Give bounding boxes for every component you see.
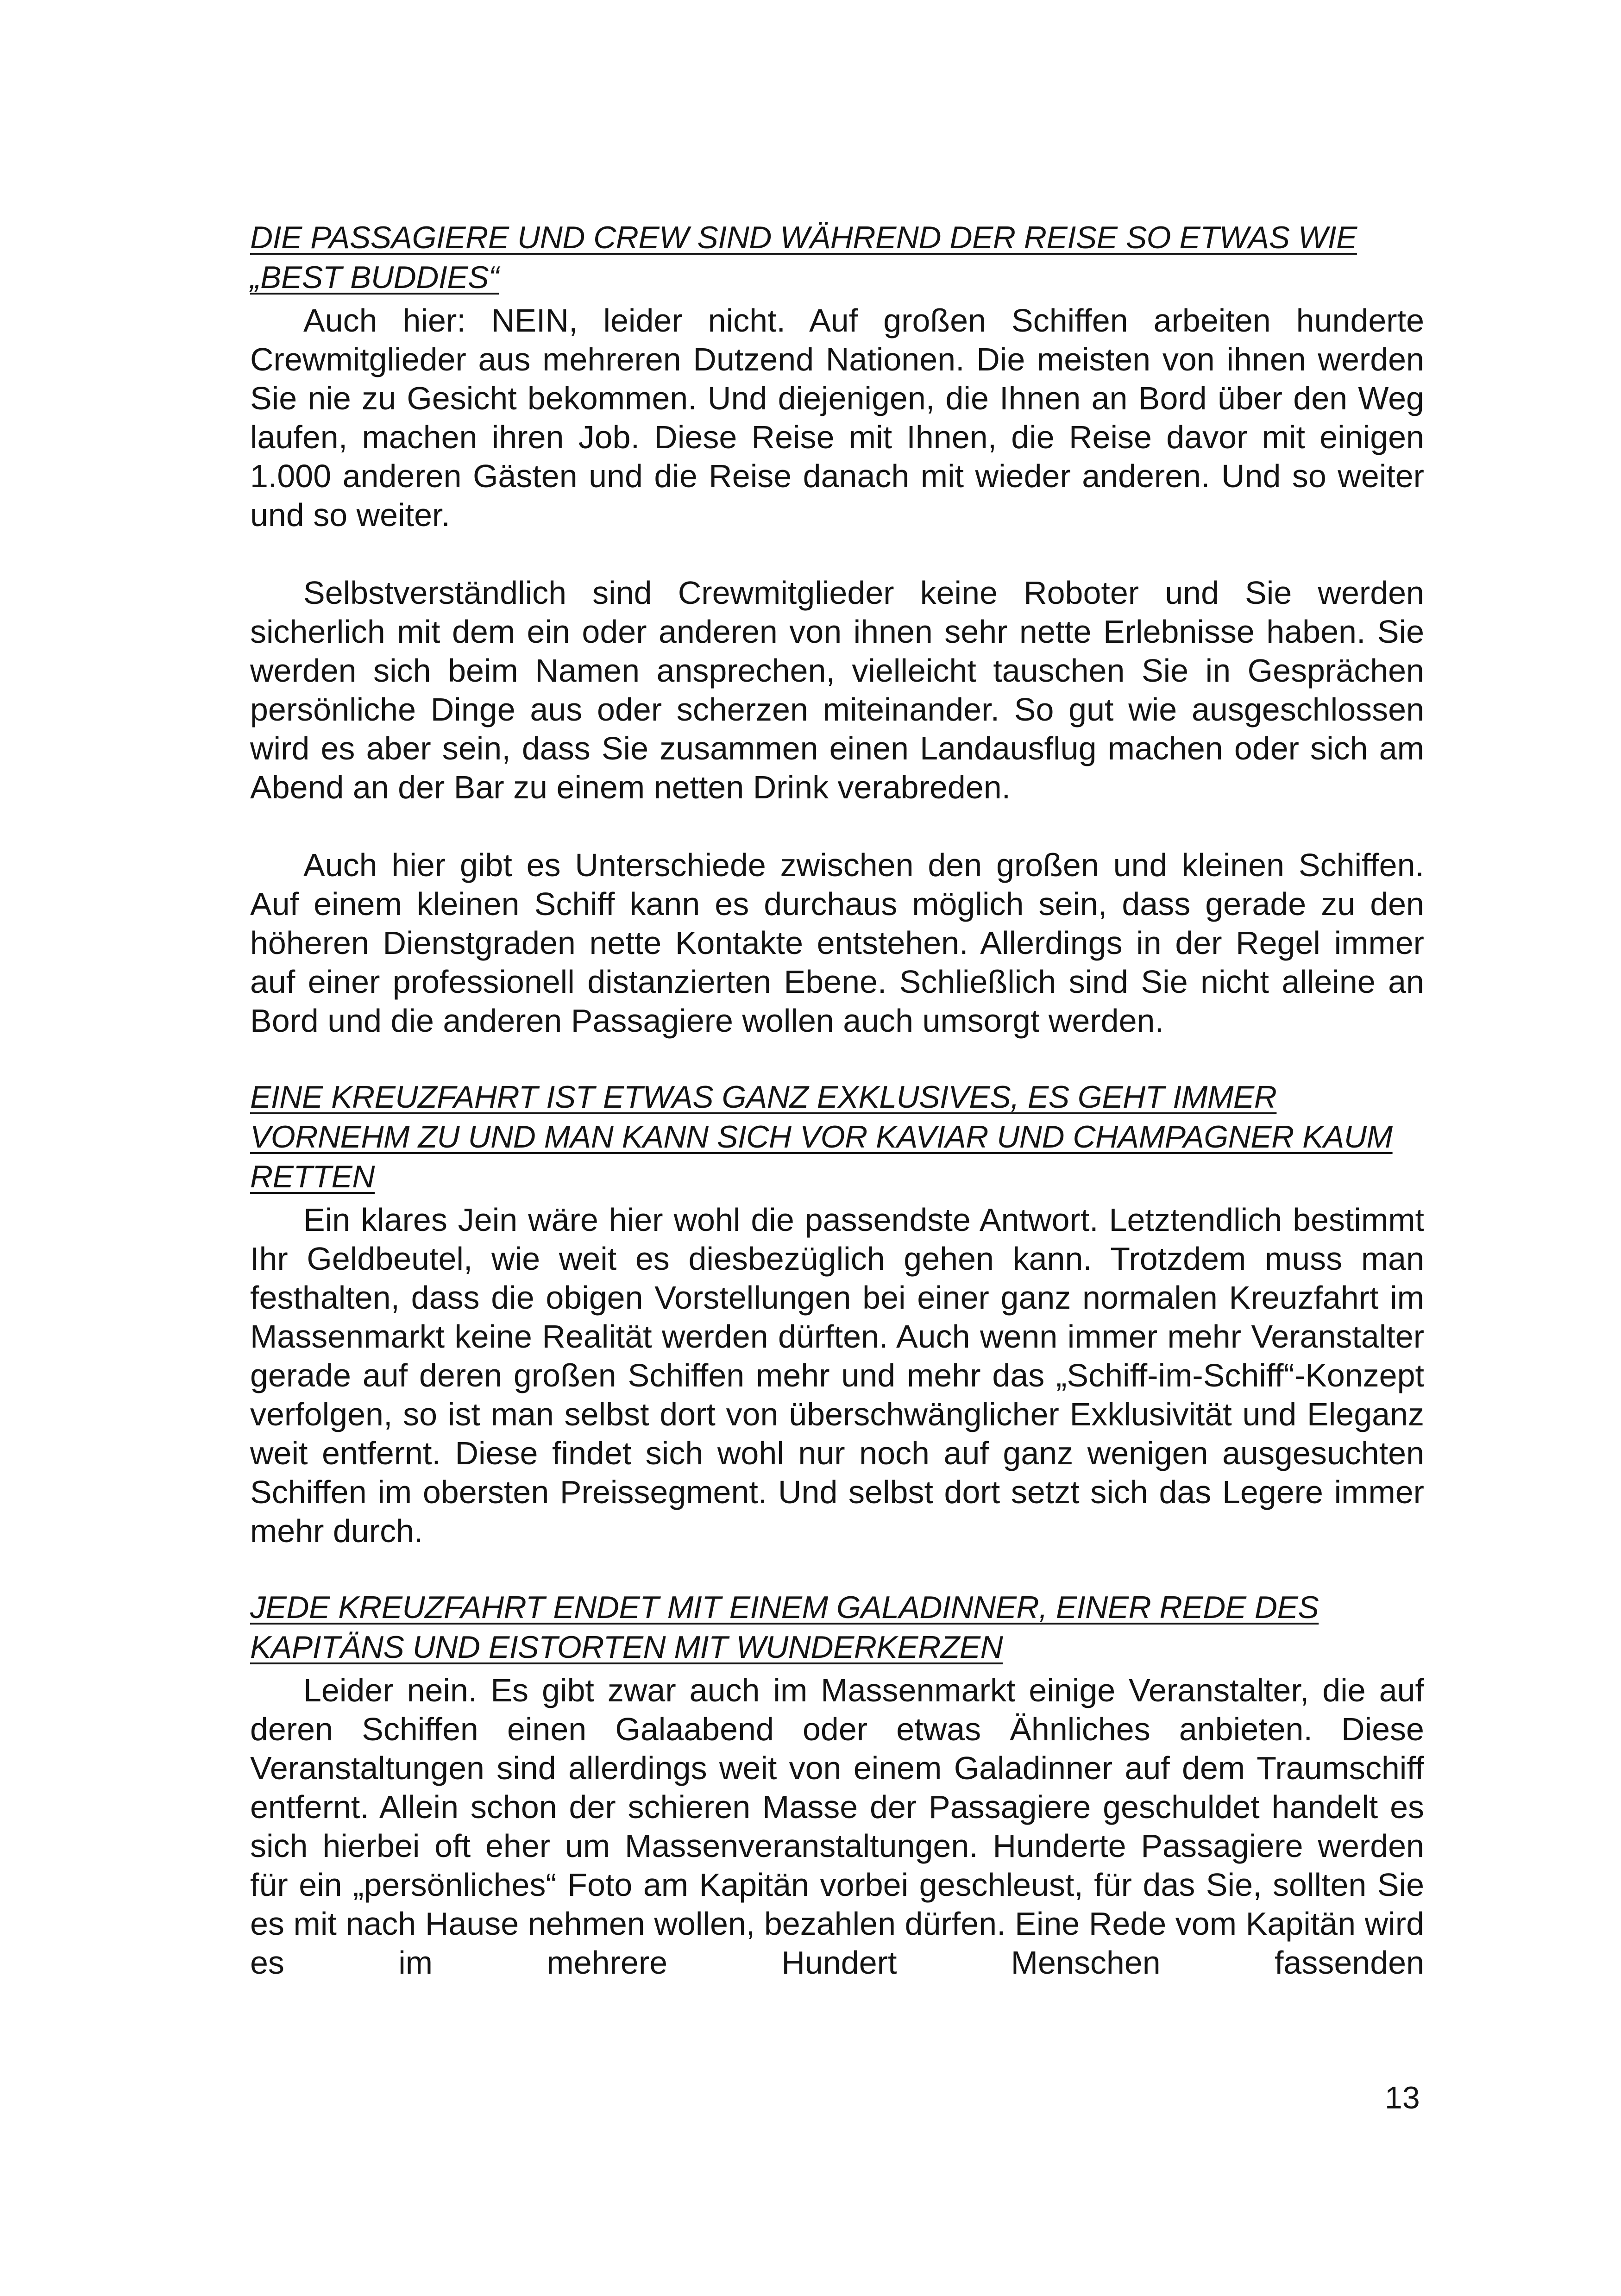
- section-exklusiv: [250, 1077, 1424, 1550]
- paragraph: Auch hier gibt es Unterschiede zwischen den großen und kleinen Schiffen. Auf einem kleinen Schiff kann es durchaus möglich sein, dass gerade zu den höheren Dienstgraden nette Kontakte entstehen. Allerdings in der Regel immer auf einer professionell distanzierten Ebene. Schließlich sind Sie nicht alleine an Bord und die anderen Passagiere wollen auch umsorgt werden.: [250, 847, 1424, 1039]
- section-galadinner: [250, 1587, 1424, 1982]
- section-heading: JEDE KREUZFAHRT ENDET MIT EINEM GALADINNER, EINER REDE DES KAPITÄNS UND EISTORTEN MIT WUNDERKERZEN: [250, 1590, 1319, 1665]
- section-heading: EINE KREUZFAHRT IST ETWAS GANZ EXKLUSIVES, ES GEHT IMMER VORNEHM ZU UND MAN KANN SICH VOR KAVIAR UND CHAMPAGNER KAUM RETTEN: [250, 1079, 1393, 1194]
- section-heading: DIE PASSAGIERE UND CREW SIND WÄHREND DER REISE SO ETWAS WIE „BEST BUDDIES“: [250, 220, 1357, 295]
- page-content: [250, 218, 1424, 2019]
- page-number: 13: [1385, 2080, 1420, 2115]
- paragraph: Ein klares Jein wäre hier wohl die passendste Antwort. Letztendlich bestimmt Ihr Geldbeutel, wie weit es diesbezüglich gehen kann. Trotzdem muss man festhalten, dass die obigen Vorstellungen bei einer ganz normalen Kreuzfahrt im Massenmarkt keine Realität werden dürften. Auch wenn immer mehr Veranstalter gerade auf deren großen Schiffen mehr und mehr das „Schiff-im-Schiff“-Konzept verfolgen, so ist man selbst dort von überschwänglicher Exklusivität und Eleganz weit entfernt. Diese findet sich wohl nur noch auf ganz wenigen ausgesuchten Schiffen im obersten Preissegment. Und selbst dort setzt sich das Legere immer mehr durch.: [250, 1202, 1424, 1549]
- paragraph: Leider nein. Es gibt zwar auch im Massenmarkt einige Veranstalter, die auf deren Schiffen einen Galaabend oder etwas Ähnliches anbieten. Diese Veranstaltungen sind allerdings weit von einem Galadinner auf dem Traumschiff entfernt. Allein schon der schieren Masse der Passagiere geschuldet handelt es sich hierbei oft eher um Massenveranstaltungen. Hunderte Passagiere werden für ein „persönliches“ Foto am Kapitän vorbei geschleust, für das Sie, sollten Sie es mit nach Hause nehmen wollen, bezahlen dürfen. Eine Rede vom Kapitän wird es im mehrere Hundert Menschen fassenden: [250, 1672, 1424, 1981]
- paragraph: Auch hier: NEIN, leider nicht. Auf großen Schiffen arbeiten hunderte Crewmitglieder aus mehreren Dutzend Nationen. Die meisten von ihnen werden Sie nie zu Gesicht bekommen. Und diejenigen, die Ihnen an Bord über den Weg laufen, machen ihren Job. Diese Reise mit Ihnen, die Reise davor mit einigen 1.000 anderen Gästen und die Reise danach mit wieder anderen. Und so weiter und so weiter.: [250, 302, 1424, 533]
- section-best-buddies: [250, 218, 1424, 1040]
- paragraph: Selbstverständlich sind Crewmitglieder keine Roboter und Sie werden sicherlich mit dem ein oder anderen von ihnen sehr nette Erlebnisse haben. Sie werden sich beim Namen ansprechen, vielleicht tauschen Sie in Gesprächen persönliche Dinge aus oder scherzen miteinander. So gut wie ausgeschlossen wird es aber sein, dass Sie zusammen einen Landausflug machen oder sich am Abend an der Bar zu einem netten Drink verabreden.: [250, 575, 1424, 805]
